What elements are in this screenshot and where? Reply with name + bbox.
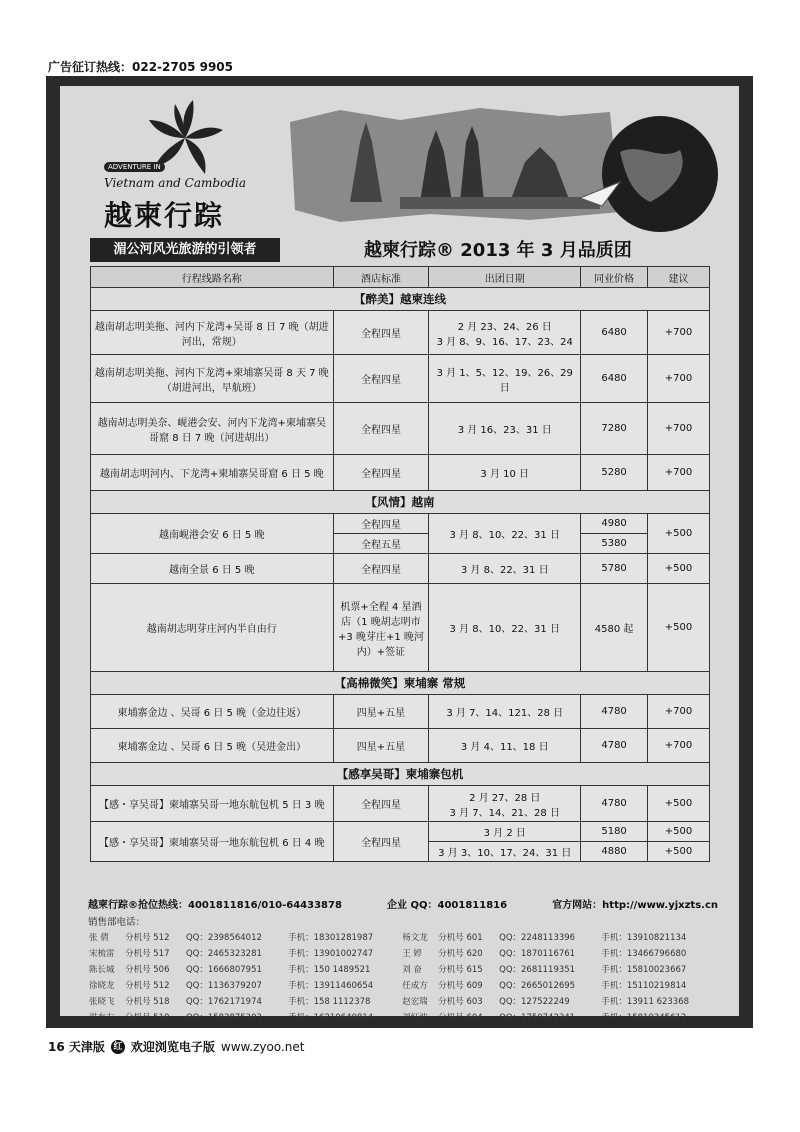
section-title: 【感享吴哥】柬埔寨包机: [91, 763, 710, 786]
date-cell: 3 月 8、10、22、31 日: [429, 584, 581, 672]
staff-cell: 刘红波: [402, 1013, 428, 1023]
brand-chinese-name: 越柬行踪: [104, 199, 225, 232]
price-cell: 4980: [581, 514, 648, 534]
staff-cell: 分机号 604: [438, 1013, 483, 1023]
header-hotel: 酒店标准: [333, 267, 429, 288]
staff-cell: 手机：13910821134: [601, 933, 687, 943]
hotel-cell: 全程五星: [333, 534, 429, 554]
route-cell: 越南胡志明河内、下龙湾+柬埔寨吴哥窟 6 日 5 晚: [91, 455, 334, 491]
table-row: [91, 822, 710, 842]
hotel-cell: 机票+全程 4 星酒店（1 晚胡志明市+3 晚芽庄+1 晚河内）+签证: [333, 584, 429, 672]
hotel-cell: 四星+五星: [333, 729, 429, 763]
staff-cell: 分机号 601: [438, 933, 483, 943]
date-cell: 3 月 16、23、31 日: [429, 403, 581, 455]
staff-cell: QQ：1583875303: [185, 1013, 262, 1023]
table-row: [88, 945, 718, 961]
hotel-cell: 全程四星: [333, 403, 429, 455]
staff-cell: 赵宏瑞: [402, 997, 428, 1007]
staff-cell: 手机：18301281987: [288, 933, 374, 943]
table-row: [88, 1009, 718, 1025]
suggest-cell: +700: [648, 695, 710, 729]
table-header-row: [91, 267, 710, 288]
suggest-cell: +500: [648, 514, 710, 554]
staff-cell: 张晓飞: [89, 997, 115, 1007]
hong-badge-icon: 红: [111, 1040, 125, 1054]
price-cell: 5780: [581, 554, 648, 584]
suggest-cell: +500: [648, 786, 710, 822]
staff-cell: QQ：1762171974: [185, 997, 262, 1007]
staff-cell: 手机：15810345612: [601, 1013, 687, 1023]
table-row: [91, 554, 710, 584]
header-date: 出团日期: [429, 267, 581, 288]
brand-logo: [90, 98, 246, 248]
route-cell: 柬埔寨金边 、吴哥 6 日 5 晚（金边往返）: [91, 695, 334, 729]
price-cell: 6480: [581, 355, 648, 403]
header-suggest: 建议: [648, 267, 710, 288]
staff-cell: 分机号 506: [125, 965, 170, 975]
contact-block: [88, 896, 718, 1025]
staff-cell: 分机号 603: [438, 997, 483, 1007]
staff-cell: 徐晓龙: [89, 981, 115, 991]
suggest-cell: +700: [648, 455, 710, 491]
section-title: 【高棉微笑】柬埔寨 常规: [91, 672, 710, 695]
price-cell: 5280: [581, 455, 648, 491]
company-qq: 企业 QQ：4001811816: [387, 900, 508, 911]
table-row: [88, 977, 718, 993]
price-cell: 5180: [581, 822, 648, 842]
footer-url[interactable]: www.zyoo.net: [220, 1039, 305, 1054]
hotel-cell: 全程四星: [333, 311, 429, 355]
staff-cell: QQ：127522249: [499, 997, 570, 1007]
staff-cell: 分机号 512: [125, 933, 170, 943]
table-row: [88, 929, 718, 945]
suggest-cell: +700: [648, 355, 710, 403]
footer-text: 欢迎浏览电子版: [130, 1040, 215, 1054]
staff-cell: QQ：1870116761: [499, 949, 576, 959]
price-cell: 7280: [581, 403, 648, 455]
price-cell: 4780: [581, 786, 648, 822]
staff-cell: 手机：13466796680: [601, 949, 687, 959]
staff-cell: 洪有友: [89, 1013, 115, 1023]
suggest-cell: +500: [648, 842, 710, 862]
hotel-cell: 四星+五星: [333, 695, 429, 729]
suggest-cell: +500: [648, 584, 710, 672]
date-cell: 3 月 10 日: [429, 455, 581, 491]
section-title: 【醉美】越柬连线: [91, 288, 710, 311]
staff-cell: 王 婷: [402, 949, 422, 959]
advertisement-panel: [46, 76, 753, 1028]
date-cell: 3 月 3、10、17、24、31 日: [429, 842, 581, 862]
staff-cell: 手机：16210640814: [288, 1013, 374, 1023]
staff-cell: 分机号 620: [438, 949, 483, 959]
staff-cell: 手机：158 1112378: [288, 997, 371, 1007]
staff-cell: QQ：1136379207: [185, 981, 262, 991]
route-cell: 【感・享吴哥】柬埔寨吴哥一地东航包机 6 日 4 晚: [91, 822, 334, 862]
staff-cell: 分机号 517: [125, 949, 170, 959]
table-row: [91, 729, 710, 763]
date-cell: 3 月 2 日: [429, 822, 581, 842]
brand-slogan: 湄公河风光旅游的引领者: [90, 238, 280, 262]
header-route: 行程线路名称: [91, 267, 334, 288]
date-cell: 3 月 1、5、12、19、26、29 日: [429, 355, 581, 403]
staff-table: [88, 929, 718, 1025]
tour-price-table: [90, 266, 710, 862]
suggest-cell: +700: [648, 729, 710, 763]
staff-cell: 手机：13911 623368: [601, 997, 690, 1007]
route-cell: 【感・享吴哥】柬埔寨吴哥一地东航包机 5 日 3 晚: [91, 786, 334, 822]
advertisement-inner: [60, 86, 739, 1023]
date-cell: 2 月 27、28 日 3 月 7、14、21、28 日: [429, 786, 581, 822]
date-cell: 2 月 23、24、26 日 3 月 8、9、16、17、23、24: [429, 311, 581, 355]
route-cell: 越南全景 6 日 5 晚: [91, 554, 334, 584]
date-cell: 3 月 8、10、22、31 日: [429, 514, 581, 554]
suggest-cell: +700: [648, 403, 710, 455]
staff-cell: 任成方: [402, 981, 428, 991]
staff-cell: 分机号 519: [125, 1013, 170, 1023]
staff-cell: 陈长城: [89, 965, 115, 975]
temple-globe-banner: [280, 102, 720, 232]
staff-cell: 分机号 512: [125, 981, 170, 991]
route-cell: 越南胡志明美拖、河内下龙湾+吴哥 8 日 7 晚（胡进河出，常规）: [91, 311, 334, 355]
page-headline: 越柬行踪® 2013 年 3 月品质团: [364, 240, 632, 261]
price-cell: 4780: [581, 695, 648, 729]
booking-hotline: 越柬行踪®抢位热线：4001811816/010-64433878: [88, 900, 342, 911]
staff-cell: 手机：15810023667: [601, 965, 687, 975]
staff-cell: 分机号 615: [438, 965, 483, 975]
hotel-cell: 全程四星: [333, 554, 429, 584]
staff-cell: 杨文龙: [402, 933, 428, 943]
staff-cell: 张 倩: [89, 933, 109, 943]
table-row: [88, 961, 718, 977]
table-row: [91, 584, 710, 672]
official-website: 官方网站：http://www.yjxzts.cn: [552, 900, 718, 911]
price-cell: 6480: [581, 311, 648, 355]
page-number: 16 天津版: [48, 1040, 105, 1054]
staff-cell: 手机：13901002747: [288, 949, 374, 959]
price-cell: 5380: [581, 534, 648, 554]
staff-cell: QQ：2398564012: [185, 933, 262, 943]
date-cell: 3 月 4、11、18 日: [429, 729, 581, 763]
suggest-cell: +500: [648, 822, 710, 842]
table-row: [91, 514, 710, 534]
route-cell: 柬埔寨金边 、吴哥 6 日 5 晚（吴进金出）: [91, 729, 334, 763]
staff-label: 销售部电话：: [88, 917, 146, 928]
staff-cell: QQ：1750742341: [499, 1013, 576, 1023]
hotel-cell: 全程四星: [333, 514, 429, 534]
adventure-badge: ADVENTURE IN: [104, 162, 165, 172]
header-price: 同业价格: [581, 267, 648, 288]
section-title: 【风情】越南: [91, 491, 710, 514]
staff-cell: 手机：13911460654: [288, 981, 374, 991]
route-cell: 越南胡志明美拖、河内下龙湾+柬埔寨吴哥 8 天 7 晚（胡进河出，早航班）: [91, 355, 334, 403]
hotel-cell: 全程四星: [333, 822, 429, 862]
staff-cell: QQ：1666807951: [185, 965, 262, 975]
price-cell: 4580 起: [581, 584, 648, 672]
hotel-cell: 全程四星: [333, 786, 429, 822]
staff-cell: 刘 奋: [402, 965, 422, 975]
hotel-cell: 全程四星: [333, 455, 429, 491]
staff-cell: 分机号 518: [125, 997, 170, 1007]
price-cell: 4780: [581, 729, 648, 763]
brand-english-name: Vietnam and Cambodia: [104, 176, 246, 190]
route-cell: 越南岘港会安 6 日 5 晚: [91, 514, 334, 554]
staff-cell: QQ：2681119351: [499, 965, 576, 975]
hotline-line: [88, 896, 718, 911]
table-row: [91, 695, 710, 729]
staff-cell: QQ：2665012695: [499, 981, 576, 991]
ad-hotline: 广告征订热线：022-2705 9905: [48, 60, 234, 74]
price-cell: 4880: [581, 842, 648, 862]
staff-cell: 宋梳雷: [89, 949, 115, 959]
date-cell: 3 月 7、14、121、28 日: [429, 695, 581, 729]
table-row: [91, 403, 710, 455]
staff-cell: 手机：15110219814: [601, 981, 687, 991]
staff-cell: 分机号 609: [438, 981, 483, 991]
table-row: [91, 355, 710, 403]
staff-cell: QQ：2465323281: [185, 949, 262, 959]
date-cell: 3 月 8、22、31 日: [429, 554, 581, 584]
table-row: [91, 786, 710, 822]
staff-cell: 手机：150 1489521: [288, 965, 371, 975]
table-row: [88, 993, 718, 1009]
page-footer: [48, 1038, 304, 1055]
hotel-cell: 全程四星: [333, 355, 429, 403]
table-row: [91, 311, 710, 355]
suggest-cell: +700: [648, 311, 710, 355]
route-cell: 越南胡志明美奈、岘港会安、河内下龙湾+柬埔寨吴哥窟 8 日 7 晚（河进胡出）: [91, 403, 334, 455]
suggest-cell: +500: [648, 554, 710, 584]
staff-cell: QQ：2248113396: [499, 933, 576, 943]
table-row: [91, 455, 710, 491]
route-cell: 越南胡志明芽庄河内半自由行: [91, 584, 334, 672]
